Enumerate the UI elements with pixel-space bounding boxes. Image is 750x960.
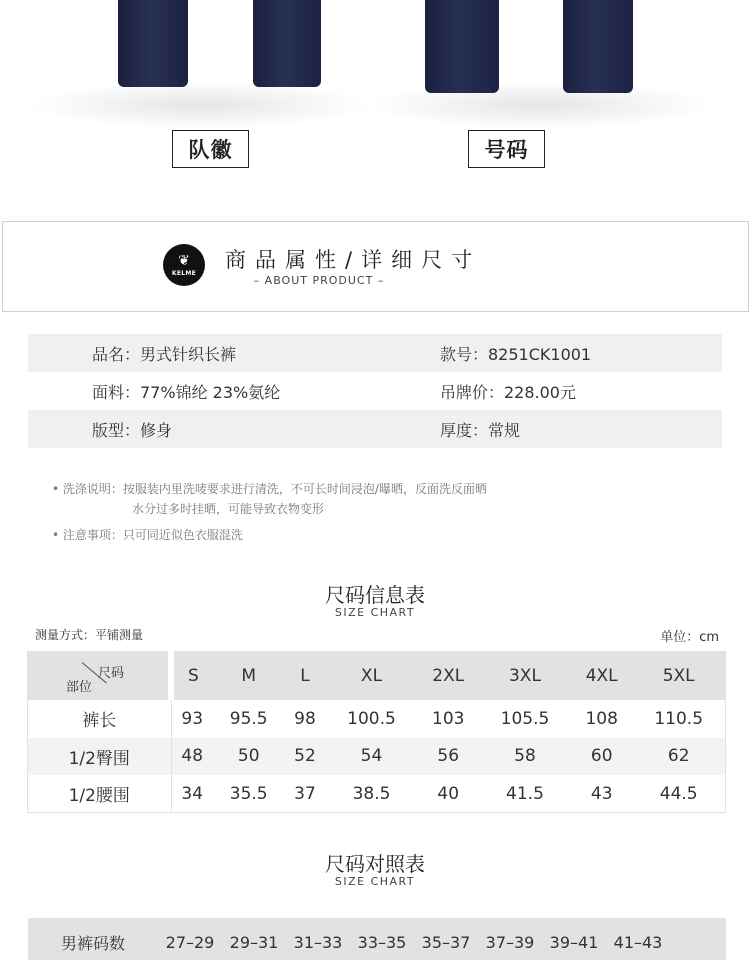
attribute-style-no: 款号：8251CK1001 [440, 344, 592, 364]
table-cell: 34 [181, 783, 204, 804]
size-compare-subtitle: SIZE CHART [334, 875, 416, 888]
size-chart-subtitle: SIZE CHART [334, 606, 416, 619]
table-cell: 100.5 [347, 708, 396, 729]
table-cell: 41.5 [506, 783, 544, 804]
table-cell: 48 [171, 738, 213, 776]
table-cell: 98 [294, 708, 316, 729]
size-header: 5XL [632, 652, 725, 701]
pant-leg [118, 0, 188, 87]
table-cell: 95.5 [229, 708, 268, 729]
size-header: S [171, 652, 213, 701]
table-row [28, 700, 726, 738]
about-product-banner [2, 221, 749, 312]
banner-subtitle: – ABOUT PRODUCT – [253, 274, 385, 287]
number-label: 号码 [468, 130, 545, 168]
pant-leg [563, 0, 633, 93]
size-header: M [213, 652, 285, 701]
pant-leg [425, 0, 499, 93]
table-cell: 37 [294, 783, 316, 804]
size-header: 4XL [571, 652, 632, 701]
table-cell: 50 [213, 738, 285, 776]
caution-note: • 注意事项：只可同近似色衣服混洗 [52, 528, 243, 542]
care-notes [52, 479, 487, 545]
corner-part-label: 部位 [66, 680, 93, 695]
pant-leg [253, 0, 321, 87]
attribute-row [28, 334, 722, 372]
table-cell: 108 [585, 708, 618, 729]
table-row [28, 775, 726, 813]
table-cell: 93 [181, 708, 204, 729]
size-header-row [28, 652, 726, 701]
attribute-fit: 版型：修身 [92, 420, 173, 440]
table-cell: 62 [632, 738, 725, 776]
table-cell: 60 [571, 738, 632, 776]
size-header: 3XL [479, 652, 571, 701]
table-cell: 38.5 [352, 783, 391, 804]
table-cell: 52 [285, 738, 326, 776]
wash-instruction: • 洗涤说明：按服装内里洗唛要求进行清洗，不可长时间浸泡/曝晒，反面洗反面晒 [52, 482, 487, 496]
size-header: XL [325, 652, 417, 701]
size-compare-title: 尺码对照表 [325, 852, 425, 876]
pants-size-row [28, 918, 726, 960]
unit-label: 单位：cm [660, 630, 719, 645]
size-chart-title: 尺码信息表 [325, 583, 425, 607]
row-label: 裤长 [28, 700, 172, 738]
corner-cell [28, 652, 172, 701]
table-cell: 44.5 [659, 783, 698, 804]
badge-label: 队徽 [172, 130, 249, 168]
row-label: 男裤码数 [60, 933, 125, 953]
leg-shadow [30, 82, 370, 128]
size-header: 2XL [418, 652, 479, 701]
table-cell: 54 [325, 738, 417, 776]
corner-size-label: 尺码 [98, 666, 125, 681]
attribute-row [28, 372, 722, 410]
attribute-fabric: 面料：77%锦纶 23%氨纶 [92, 382, 281, 402]
pants-size-value: 33–35 [357, 932, 407, 952]
measure-method: 测量方式：平铺测量 [35, 628, 144, 642]
pants-size-value: 29–31 [229, 932, 279, 952]
attribute-name: 品名：男式针织长裤 [92, 344, 237, 364]
table-row [28, 738, 726, 776]
pants-size-value: 37–39 [485, 932, 535, 952]
wash-instruction-cont: 水分过多时挂晒，可能导致衣物变形 [132, 502, 325, 516]
kelme-logo [163, 244, 205, 286]
table-cell: 40 [437, 783, 460, 804]
row-label: 1/2腰围 [28, 775, 172, 813]
product-attributes [28, 334, 722, 448]
pants-size-value: 41–43 [613, 932, 663, 952]
attribute-price: 吊牌价：228.00元 [440, 382, 576, 402]
table-cell: 105.5 [500, 708, 550, 729]
attribute-row [28, 410, 722, 448]
attribute-thickness: 厚度：常规 [440, 420, 521, 440]
banner-title: 商品属性/详细尺寸 [225, 248, 482, 272]
size-table [27, 651, 726, 813]
product-photo [0, 0, 750, 215]
pants-size-value: 27–29 [165, 932, 215, 952]
pants-size-value: 39–41 [549, 932, 599, 952]
size-header: L [285, 652, 326, 701]
pants-size-value: 35–37 [421, 932, 471, 952]
leg-shadow [370, 82, 710, 128]
row-label: 1/2臀围 [28, 738, 172, 776]
paw-icon: ❦ [178, 252, 190, 269]
pants-size-value: 31–33 [293, 932, 343, 952]
table-cell: 103 [432, 708, 465, 729]
table-cell: 58 [479, 738, 571, 776]
logo-text: KELME [171, 269, 197, 277]
table-cell: 110.5 [654, 708, 704, 729]
table-cell: 35.5 [229, 783, 268, 804]
table-cell: 56 [418, 738, 479, 776]
table-cell: 43 [590, 783, 613, 804]
